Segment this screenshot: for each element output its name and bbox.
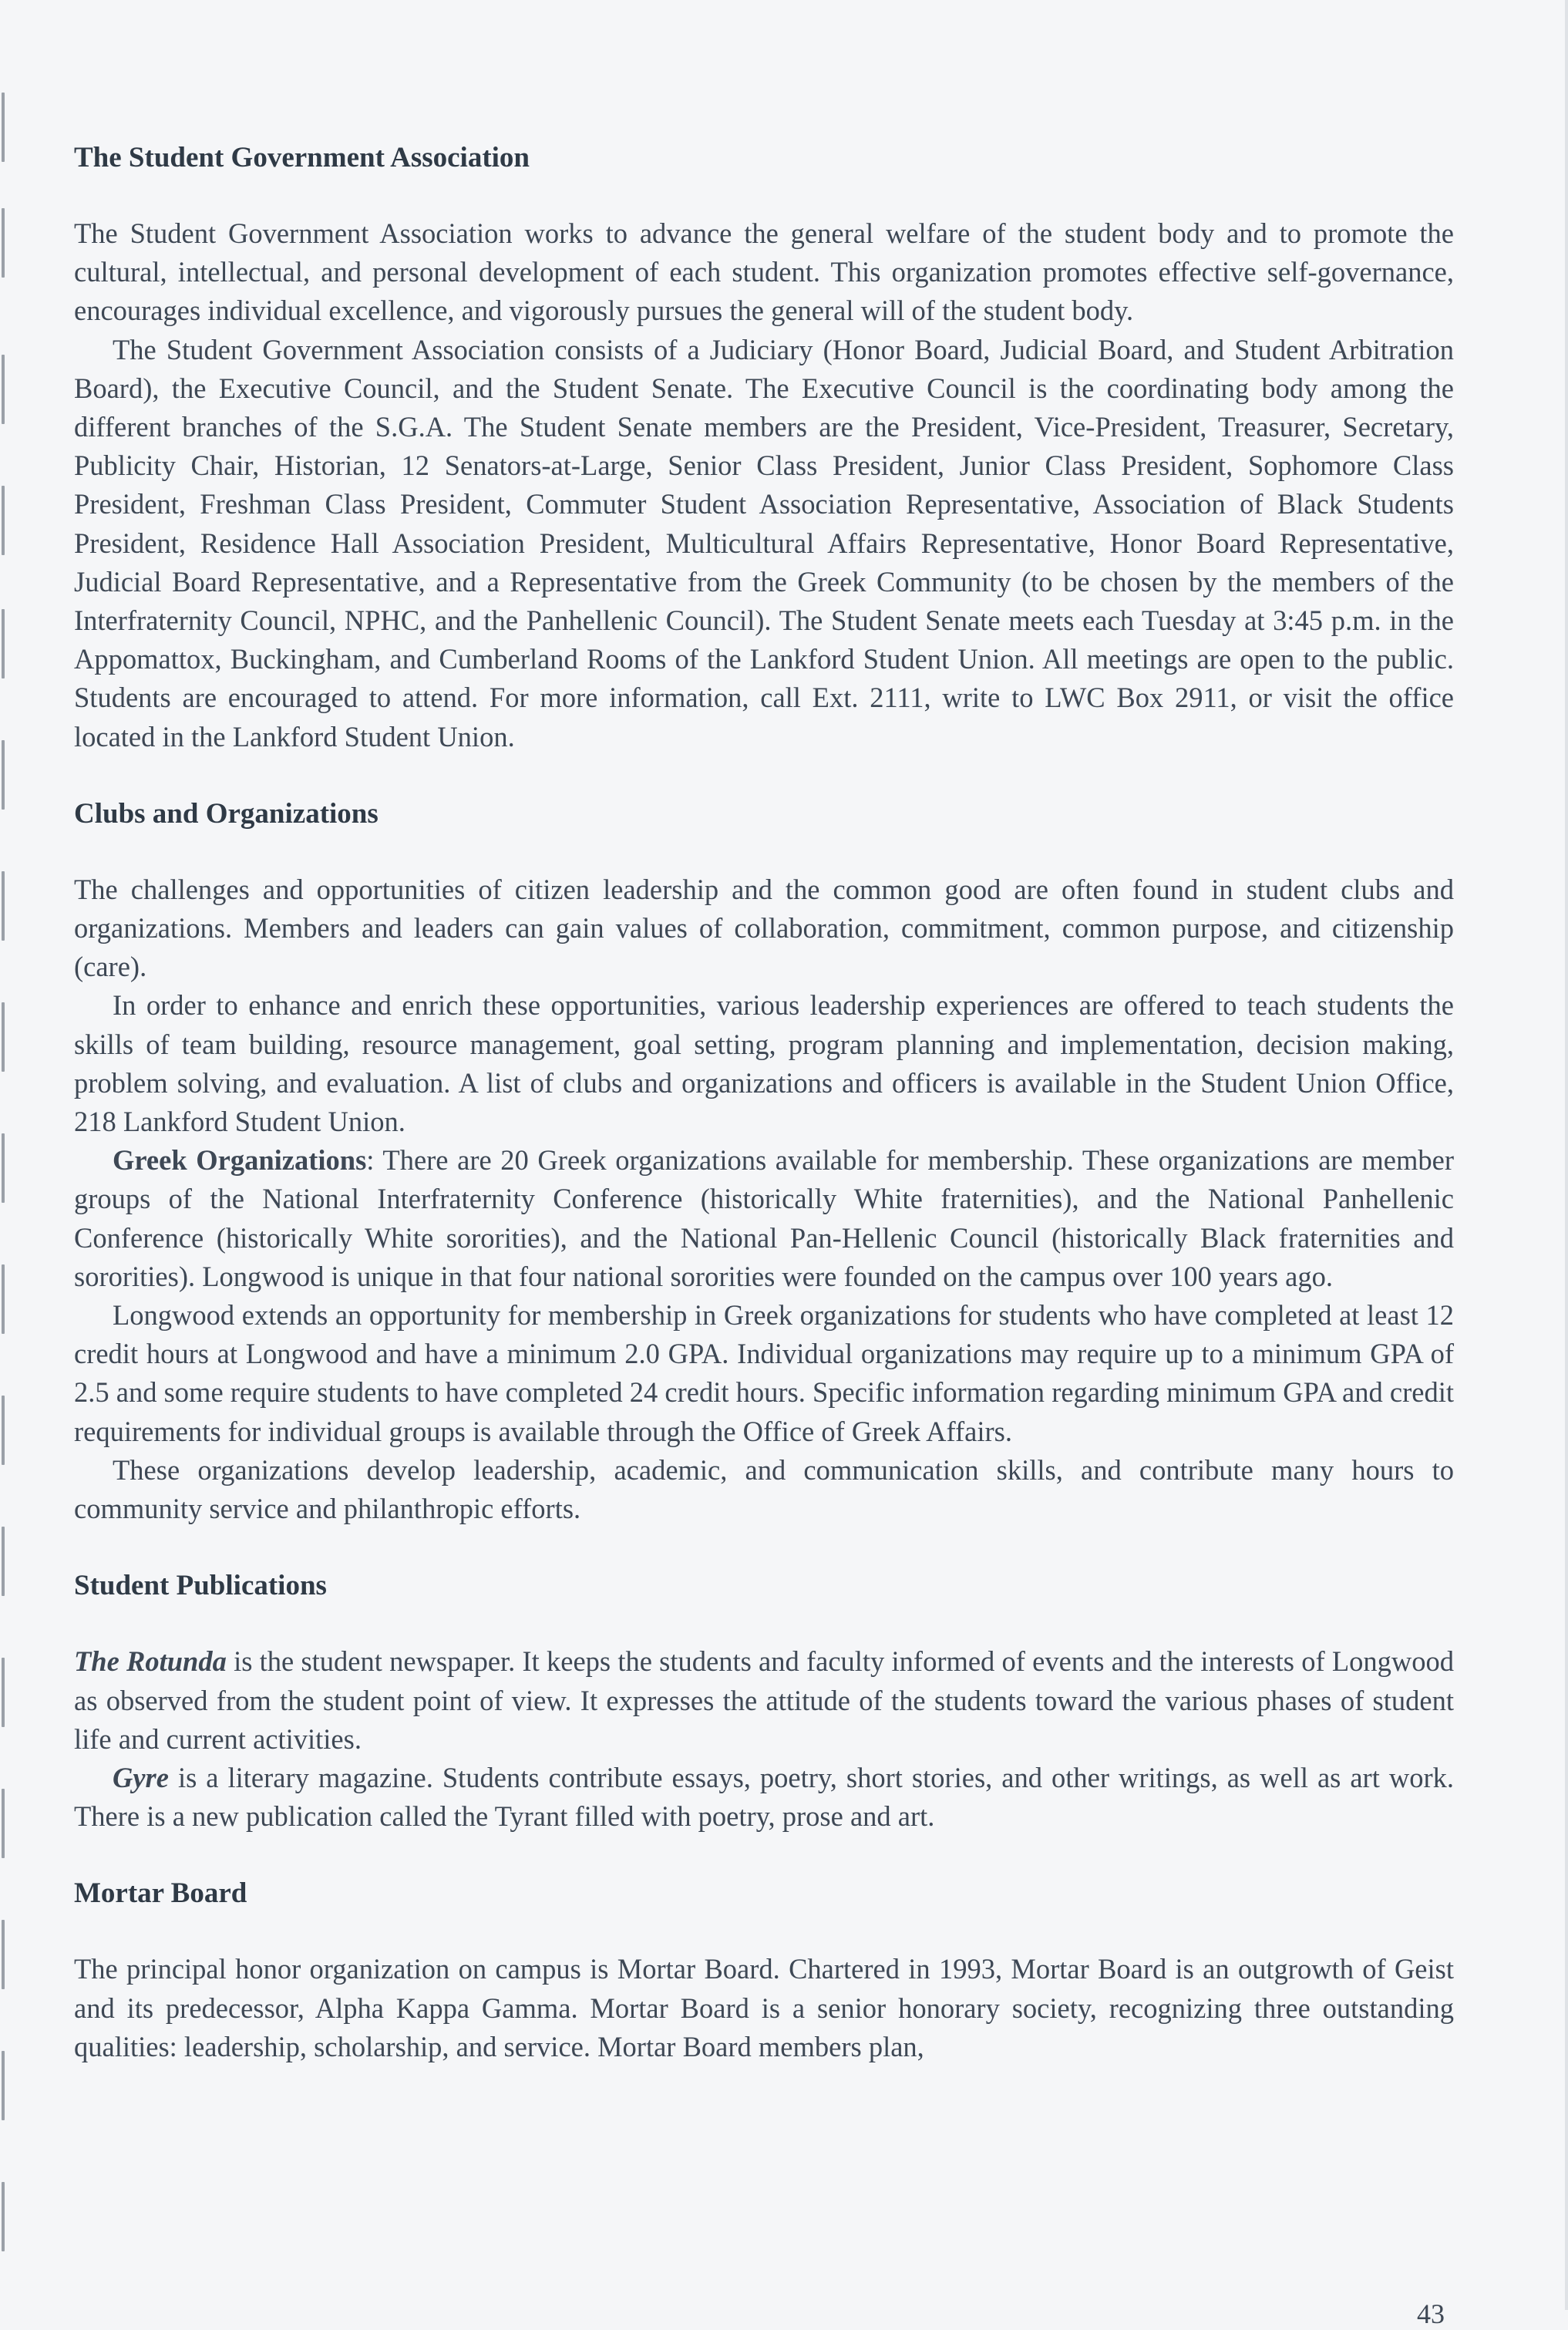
paragraph-rotunda: [74, 1642, 1454, 1759]
paragraph: The Student Government Association consists of a Judiciary (Honor Board, Judicial Board, and Student Arbitration Board), the Executive Council, and the Student Senate. The Executive Council is the coordinating body among the different branches of the S.G.A. The Student Senate members are the President, Vice-President, Treasurer, Secretary, Publicity Chair, Historian, 12 Senators-at-Large, Senior Class President, Junior Class President, Sophomore Class President, Freshman Class President, Commuter Student Association Representative, Association of Black Students President, Residence Hall Association President, Multicultural Affairs Representative, Honor Board Representative, Judicial Board Representative, and a Representative from the Greek Community (to be chosen by the members of the Interfraternity Council, NPHC, and the Panhellenic Council). The Student Senate meets each Tuesday at 3:45 p.m. in the Appomattox, Buckingham, and Cumberland Rooms of the Lankford Student Union. All meetings are open to the public. Students are encouraged to attend. For more information, call Ext. 2111, write to LWC Box 2911, or visit the office located in the Lankford Student Union.: [74, 333, 1454, 753]
publication-title: The Rotunda: [74, 1645, 227, 1678]
page-edge: [1565, 0, 1568, 2310]
binding-mark: [2, 1264, 5, 1334]
binding-mark: [2, 1002, 5, 1072]
paragraph: The Student Government Association works to advance the general welfare of the student body and to promote the cultural, intellectual, and personal development of each student. This organization promotes effective self-governance, encourages individual excellence, and vigorously pursues the general will of the student body.: [74, 217, 1454, 327]
binding-mark: [2, 1789, 5, 1858]
publication-title: Gyre: [113, 1761, 169, 1793]
paragraph: Longwood extends an opportunity for membership in Greek organizations for students who have completed at least 12 credit hours at Longwood and have a minimum 2.0 GPA. Individual organizations may require up to a minimum GPA of 2.5 and some require students to have completed 24 credit hours. Specific information regarding minimum GPA and credit requirements for individual groups is available through the Office of Greek Affairs.: [74, 1299, 1454, 1447]
paragraph: In order to enhance and enrich these opportunities, various leadership experiences are offered to teach students the skills of team building, resource management, goal setting, program planning and implementation, decision making, problem solving, and evaluation. A list of clubs and organizations and officers is available in the Student Union Office, 218 Lankford Student Union.: [74, 989, 1454, 1138]
paragraph: These organizations develop leadership, academic, and communication skills, and contribute many hours to community service and philanthropic efforts.: [74, 1453, 1454, 1525]
paragraph-text: : There are 20 Greek organizations available for membership. These organizations are member groups of the National Interfraternity Conference (historically White fraternities), and the National Panhellenic Conference (historically White sororities), and the National Pan-Hellenic Council (historically Black fraternities and sororities). Longwood is unique in that four national sororities were founded on the campus over 100 years ago.: [74, 1144, 1454, 1292]
section-mortar-board: [74, 1874, 1454, 2066]
paragraph: The challenges and opportunities of citizen leadership and the common good are often found in student clubs and organizations. Members and leaders can gain values of collaboration, commitment, common purpose, and citizenship (care).: [74, 873, 1454, 983]
binding-mark: [2, 1920, 5, 1989]
binding-marks: [0, 0, 11, 2310]
section-heading: The Student Government Association: [74, 142, 530, 173]
binding-mark: [2, 486, 5, 555]
paragraph: The principal honor organization on campus is Mortar Board. Chartered in 1993, Mortar Board is an outgrowth of Geist and its predecessor, Alpha Kappa Gamma. Mortar Board is a senior honorary society, recognizing three outstanding qualities: leadership, scholarship, and service. Mortar Board members plan,: [74, 1953, 1454, 2062]
section-clubs-organizations: [74, 795, 1454, 1528]
binding-mark: [2, 2182, 5, 2251]
binding-mark: [2, 871, 5, 941]
paragraph-greek-organizations: [74, 1141, 1454, 1296]
page-number: 43: [1417, 2298, 1445, 2329]
page-content: [74, 139, 1454, 2105]
binding-mark: [2, 1658, 5, 1727]
binding-mark: [2, 1527, 5, 1596]
paragraph-gyre: [74, 1759, 1454, 1836]
section-student-publications: [74, 1567, 1454, 1836]
binding-mark: [2, 609, 5, 678]
section-heading: Mortar Board: [74, 1877, 247, 1910]
binding-mark: [2, 1133, 5, 1203]
binding-mark: [2, 355, 5, 424]
binding-mark: [2, 93, 5, 162]
binding-mark: [2, 2051, 5, 2120]
binding-mark: [2, 740, 5, 810]
paragraph-text: is a literary magazine. Students contribute essays, poetry, short stories, and other writings, as well as art work. There is a new publication called the Tyrant filled with poetry, prose and art.: [74, 1761, 1454, 1833]
binding-mark: [2, 208, 5, 278]
paragraph-text: is the student newspaper. It keeps the students and faculty informed of events and the interests of Longwood as observed from the student point of view. It expresses the attitude of the students toward the various phases of student life and current activities.: [74, 1645, 1454, 1755]
section-student-government: [74, 139, 1454, 756]
section-heading: Student Publications: [74, 1570, 327, 1602]
section-heading: Clubs and Organizations: [74, 797, 379, 830]
run-in-heading: Greek Organizations: [113, 1144, 367, 1177]
binding-mark: [2, 1396, 5, 1465]
